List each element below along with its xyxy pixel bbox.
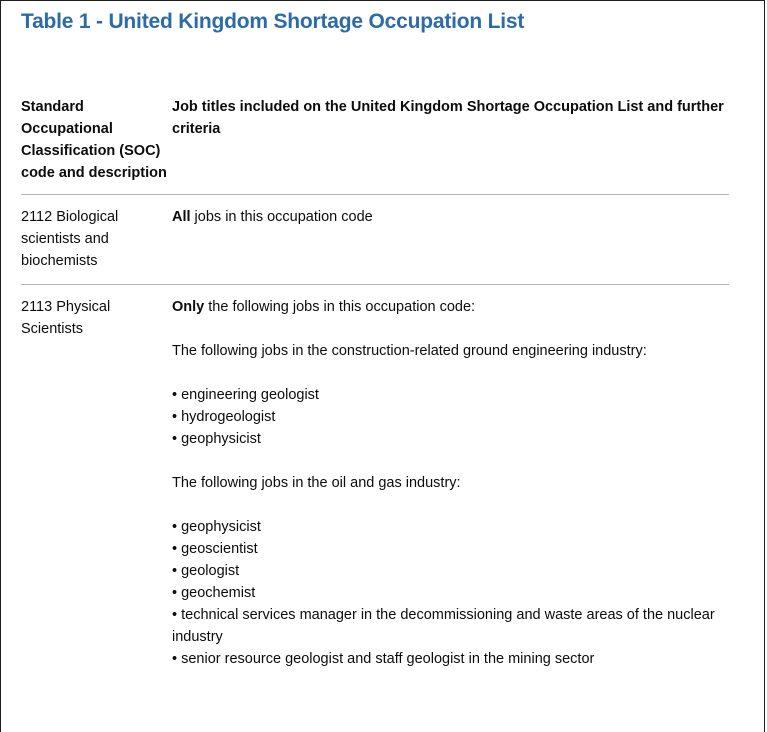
list-item: • geologist xyxy=(172,560,729,582)
header-job-titles: Job titles included on the United Kingdom Shortage Occupation List and further criteria xyxy=(172,99,724,137)
criteria-text: the following jobs in this occupation code: xyxy=(204,299,476,315)
job-list xyxy=(172,516,729,670)
soc-cell: 2112 Biological scientists and biochemists xyxy=(21,209,119,269)
list-item: • geochemist xyxy=(172,582,729,604)
emphasis-text: Only xyxy=(172,299,205,315)
list-item: • engineering geologist xyxy=(172,384,729,406)
job-list xyxy=(172,384,729,450)
table-row xyxy=(21,285,729,670)
group-intro: The following jobs in the construction-related ground engineering industry: xyxy=(172,343,647,359)
list-item: • geophysicist xyxy=(172,516,729,538)
header-soc: Standard Occupational Classification (SOC) code and description xyxy=(21,99,167,181)
list-item: • technical services manager in the decommissioning and waste areas of the nuclear industry xyxy=(172,604,729,648)
table-title: Table 1 - United Kingdom Shortage Occupation List xyxy=(21,10,525,33)
list-item: • hydrogeologist xyxy=(172,406,729,428)
criteria-text: jobs in this occupation code xyxy=(190,209,373,225)
list-item: • geophysicist xyxy=(172,428,729,450)
table-header-row xyxy=(21,96,729,195)
criteria-intro xyxy=(172,296,729,318)
shortage-occupation-table xyxy=(21,96,729,670)
criteria-cell xyxy=(172,296,729,670)
table-row xyxy=(21,195,729,285)
criteria-cell xyxy=(172,206,729,272)
emphasis-text: All xyxy=(172,209,191,225)
soc-cell: 2113 Physical Scientists xyxy=(21,299,111,337)
list-item: • geoscientist xyxy=(172,538,729,560)
group-intro: The following jobs in the oil and gas industry: xyxy=(172,475,461,491)
list-item: • senior resource geologist and staff geologist in the mining sector xyxy=(172,648,729,670)
